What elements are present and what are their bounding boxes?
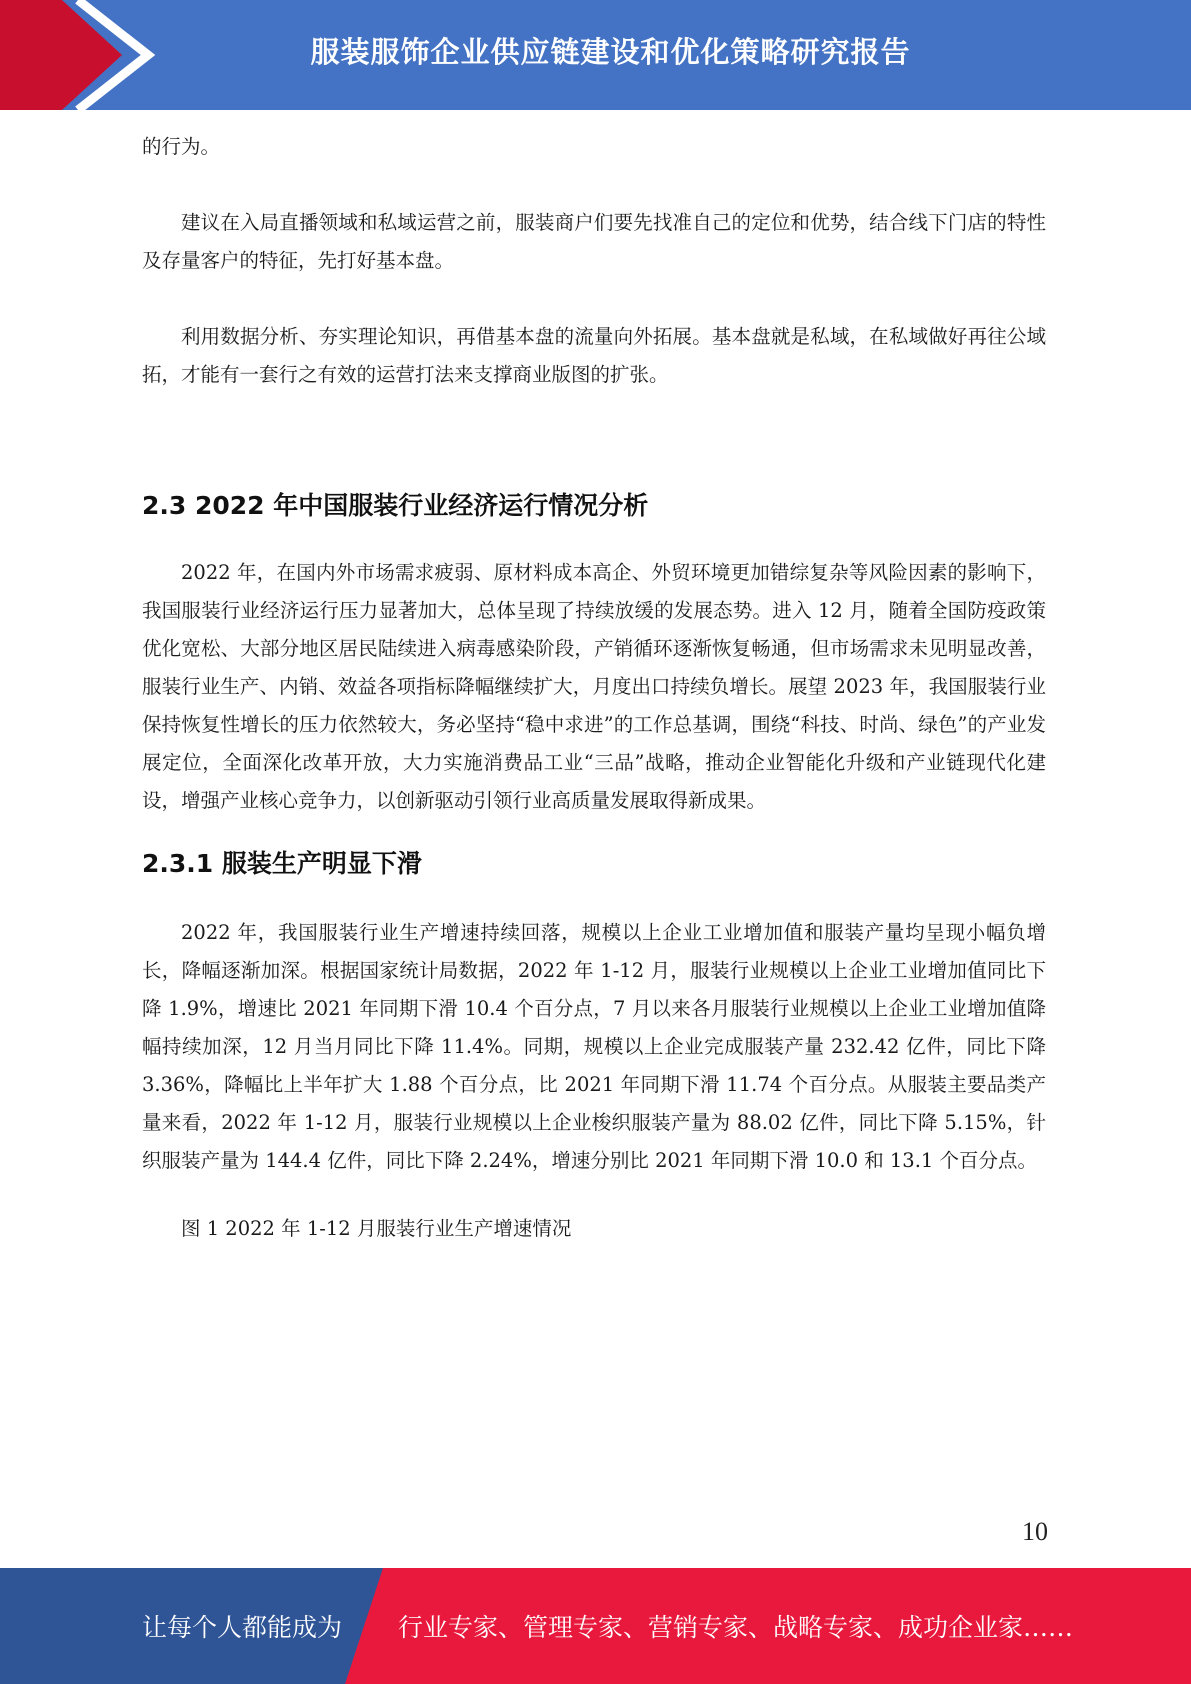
page-footer [0,1568,1191,1684]
paragraph-data-analysis: 利用数据分析、夯实理论知识，再借基本盘的流量向外拓展。基本盘就是私域，在私域做好再往公域拓，才能有一套行之有效的运营打法来支撑商业版图的扩张。 [142,325,1046,386]
header-title: 服装服饰企业供应链建设和优化策略研究报告 [310,34,911,69]
section-2-3-body: 2022 年，在国内外市场需求疲弱、原材料成本高企、外贸环境更加错综复杂等风险因素的影响下，我国服装行业经济运行压力显著加大，总体呈现了持续放缓的发展态势。进入 12 月，随着全国防疫政策优化宽松、大部分地区居民陆续进入病毒感染阶段，产销循环逐渐恢复畅通，但市场需求未见明显改善，服装行业生产、内销、效益各项指标降幅继续扩大，月度出口持续负增长。展望 2023 年，我国服装行业保持恢复性增长的压力依然较大，务必坚持“稳中求进”的工作总基调，围绕“科技、时尚、绿色”的产业发展定位，全面深化改革开放，大力实施消费品工业“三品”战略，推动企业智能化升级和产业链现代化建设，增强产业核心竞争力，以创新驱动引领行业高质量发展取得新成果。 [142,561,1046,812]
footer-slogan-left: 让每个人都能成为 [142,1613,343,1642]
figure-caption: 图 1 2022 年 1-12 月服装行业生产增速情况 [181,1217,572,1240]
section-2-3-1-body: 2022 年，我国服装行业生产增速持续回落，规模以上企业工业增加值和服装产量均呈现小幅负增长，降幅逐渐加深。根据国家统计局数据，2022 年 1-12 月，服装行业规模以上企业工业增加值同比下降 1.9%，增速比 2021 年同期下滑 10.4 个百分点，7 月以来各月服装行业规模以上企业工业增加值降幅持续加深，12 月当月同比下降 11.4%。同期，规模以上企业完成服装产量 232.42 亿件，同比下降 3.36%，降幅比上半年扩大 1.88 个百分点，比 2021 年同期下滑 11.74 个百分点。从服装主要品类产量来看，2022 年 1-12 月，服装行业规模以上企业梭织服装产量为 88.02 亿件，同比下降 5.15%，针织服装产量为 144.4 亿件，同比下降 2.24%，增速分别比 2021 年同期下滑 10.0 和 13.1 个百分点。 [142,921,1046,1172]
section-heading-2-3: 2.3 2022 年中国服装行业经济运行情况分析 [142,491,649,520]
paragraph-suggestion: 建议在入局直播领域和私域运营之前，服装商户们要先找准自己的定位和优势，结合线下门店的特性及存量客户的特征，先打好基本盘。 [142,211,1046,272]
footer-slogan-right: 行业专家、管理专家、营销专家、战略专家、成功企业家…… [398,1613,1074,1642]
page-header [0,0,1191,110]
section-heading-2-3-1: 2.3.1 服装生产明显下滑 [142,849,422,878]
page-content [142,128,1046,1248]
paragraph-continuation: 的行为。 [142,135,221,158]
page-number: 10 [1022,1517,1048,1546]
